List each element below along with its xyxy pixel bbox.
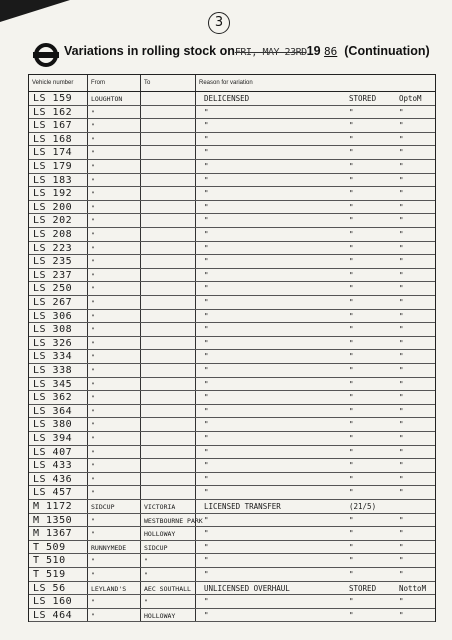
table-row	[29, 133, 435, 147]
reason-note-cell: "	[349, 434, 354, 443]
variations-table	[28, 74, 436, 622]
vehicle-number: LS 345	[33, 378, 73, 390]
reason-note-cell: "	[349, 542, 354, 552]
table-row	[29, 378, 435, 392]
reason-extra-cell: "	[399, 284, 404, 294]
vehicle-number: LS 162	[33, 106, 73, 118]
reason-extra-cell: "	[399, 230, 404, 239]
table-row	[29, 242, 435, 256]
table-row	[29, 364, 435, 378]
reason-note-cell: "	[349, 230, 354, 239]
reason-extra-cell: "	[399, 175, 404, 185]
reason-note-cell: "	[349, 447, 354, 457]
vehicle-number: T 519	[33, 569, 66, 580]
reason-extra-cell: "	[399, 447, 404, 457]
table-row	[29, 160, 435, 174]
vehicle-number: LS 380	[33, 419, 73, 431]
reason-cell: "	[204, 597, 209, 607]
reason-extra-cell: "	[399, 366, 404, 375]
reason-note-cell: "	[349, 243, 354, 253]
from-cell: "	[91, 530, 95, 539]
title-year-prefix: 19	[306, 44, 321, 58]
reason-cell: "	[204, 230, 209, 239]
from-cell: "	[91, 598, 95, 607]
from-cell: "	[91, 108, 95, 117]
title-year: 86	[324, 45, 338, 58]
vehicle-number: LS 183	[33, 174, 73, 186]
vehicle-number: LS 306	[33, 310, 73, 322]
reason-cell: "	[204, 257, 209, 267]
from-cell: "	[91, 462, 95, 471]
reason-cell: "	[204, 107, 209, 117]
table-row	[29, 582, 435, 596]
vehicle-number: LS 235	[33, 256, 73, 268]
table-row	[29, 92, 435, 106]
roundel-icon	[33, 42, 59, 68]
reason-extra-cell: "	[399, 243, 404, 253]
vehicle-number: LS 159	[33, 93, 73, 104]
title-date: FRI, MAY 23RD	[234, 47, 307, 58]
vehicle-number: LS 407	[33, 446, 73, 458]
vehicle-number: LS 167	[33, 120, 73, 132]
to-cell: HOLLOWAY	[144, 611, 176, 620]
reason-extra-cell: "	[399, 556, 404, 566]
reason-cell: "	[204, 121, 209, 131]
reason-note-cell: STORED	[349, 583, 377, 593]
title-suffix: (Continuation)	[344, 44, 430, 58]
reason-note-cell: "	[349, 610, 354, 620]
from-cell: "	[91, 258, 95, 267]
reason-cell: "	[204, 610, 209, 620]
vehicle-number: LS 433	[33, 460, 73, 472]
reason-cell: "	[204, 570, 209, 579]
reason-cell: LICENSED TRANSFER	[204, 502, 281, 511]
reason-cell: "	[204, 134, 209, 144]
table-row	[29, 541, 435, 555]
vehicle-number: LS 192	[33, 188, 73, 200]
reason-cell: "	[204, 529, 209, 539]
reason-extra-cell: "	[399, 610, 404, 620]
from-cell: "	[91, 394, 95, 403]
reason-cell: "	[204, 352, 209, 362]
reason-cell: "	[204, 434, 209, 443]
table-row	[29, 405, 435, 419]
reason-extra-cell: "	[399, 420, 404, 430]
reason-cell: "	[204, 216, 209, 226]
reason-note-cell: "	[349, 189, 354, 199]
vehicle-number: LS 394	[33, 433, 73, 444]
to-cell: WESTBOURNE PARK	[144, 516, 203, 525]
reason-extra-cell: "	[399, 434, 404, 443]
vehicle-number: LS 364	[33, 405, 73, 417]
table-row	[29, 228, 435, 242]
table-row	[29, 323, 435, 337]
reason-cell: "	[204, 393, 209, 403]
table-row	[29, 296, 435, 310]
vehicle-number: LS 267	[33, 297, 73, 308]
from-cell: RUNNYMEDE	[91, 543, 127, 552]
reason-note-cell: (21/5)	[349, 502, 377, 511]
from-cell: "	[91, 217, 95, 226]
table-row	[29, 568, 435, 582]
reason-note-cell: "	[349, 257, 354, 267]
reason-cell: "	[204, 488, 209, 498]
reason-note-cell: "	[349, 216, 354, 226]
vehicle-number: LS 168	[33, 133, 73, 145]
table-row	[29, 459, 435, 473]
vehicle-number: LS 457	[33, 487, 73, 499]
reason-extra-cell: "	[399, 597, 404, 607]
reason-cell: DELICENSED	[204, 94, 250, 103]
reason-cell: "	[204, 542, 209, 552]
from-cell: "	[91, 231, 95, 239]
reason-note-cell: "	[349, 352, 354, 362]
vehicle-number: LS 250	[33, 283, 73, 295]
reason-extra-cell: "	[399, 325, 404, 335]
reason-cell: "	[204, 311, 209, 321]
reason-extra-cell: "	[399, 393, 404, 403]
table-row	[29, 432, 435, 446]
vehicle-number: LS 179	[33, 161, 73, 172]
reason-extra-cell: "	[399, 148, 404, 158]
reason-cell: "	[204, 298, 209, 307]
vehicle-number: M 1367	[33, 528, 73, 540]
reason-note-cell: "	[349, 107, 354, 117]
vehicle-number: LS 334	[33, 351, 73, 363]
reason-cell: "	[204, 556, 209, 566]
from-cell: "	[91, 611, 95, 620]
vehicle-number: LS 338	[33, 365, 73, 376]
vehicle-number: LS 237	[33, 269, 73, 281]
table-row	[29, 310, 435, 324]
reason-note-cell: "	[349, 338, 354, 348]
reason-cell: "	[204, 175, 209, 185]
from-cell: "	[91, 135, 95, 144]
table-row	[29, 595, 435, 609]
reason-extra-cell: "	[399, 134, 404, 144]
from-cell: "	[91, 271, 95, 280]
reason-extra-cell: "	[399, 352, 404, 362]
reason-cell: "	[204, 189, 209, 199]
reason-extra-cell: "	[399, 311, 404, 321]
reason-cell: "	[204, 148, 209, 158]
reason-cell: "	[204, 474, 209, 484]
table-row	[29, 201, 435, 215]
from-cell: "	[91, 380, 95, 389]
from-cell: "	[91, 122, 95, 131]
reason-cell: "	[204, 447, 209, 457]
reason-extra-cell: "	[399, 298, 404, 307]
reason-cell: "	[204, 270, 209, 280]
vehicle-number: M 1172	[33, 501, 73, 512]
reason-extra-cell: "	[399, 162, 404, 171]
reason-cell: "	[204, 366, 209, 375]
from-cell: "	[91, 435, 95, 443]
reason-note-cell: "	[349, 148, 354, 158]
reason-note-cell: "	[349, 474, 354, 484]
from-cell: "	[91, 339, 95, 348]
vehicle-number: M 1350	[33, 514, 73, 526]
reason-extra-cell: "	[399, 542, 404, 552]
header-to: To	[144, 80, 151, 86]
vehicle-number: LS 200	[33, 201, 73, 213]
reason-note-cell: "	[349, 298, 354, 307]
table-row	[29, 119, 435, 133]
table-row	[29, 337, 435, 351]
page-title	[64, 44, 444, 58]
reason-extra-cell: "	[399, 529, 404, 539]
reason-extra-cell: "	[399, 216, 404, 226]
reason-cell: "	[204, 338, 209, 348]
reason-extra-cell: "	[399, 107, 404, 117]
from-cell: "	[91, 203, 95, 212]
reason-note-cell: "	[349, 488, 354, 498]
to-cell: HOLLOWAY	[144, 530, 176, 539]
from-cell: "	[91, 353, 95, 362]
reason-extra-cell: "	[399, 515, 404, 525]
table-row	[29, 527, 435, 541]
table-row	[29, 350, 435, 364]
table-row	[29, 282, 435, 296]
reason-cell: UNLICENSED OVERHAUL	[204, 583, 290, 593]
header-from: From	[91, 80, 105, 86]
vehicle-number: LS 56	[33, 582, 66, 594]
table-row	[29, 418, 435, 432]
reason-cell: "	[204, 243, 209, 253]
reason-note-cell: "	[349, 570, 354, 579]
vehicle-number: LS 436	[33, 473, 73, 485]
reason-extra-cell: "	[399, 461, 404, 471]
from-cell: "	[91, 475, 95, 484]
reason-extra-cell: "	[399, 379, 404, 389]
vehicle-number: LS 160	[33, 596, 73, 608]
reason-note-cell: STORED	[349, 94, 377, 103]
reason-note-cell: "	[349, 121, 354, 131]
table-row	[29, 500, 435, 514]
scan-corner	[0, 0, 70, 22]
table-row	[29, 146, 435, 160]
header-vehicle: Vehicle number	[32, 80, 74, 86]
reason-cell: "	[204, 202, 209, 212]
reason-cell: "	[204, 325, 209, 335]
table-row	[29, 446, 435, 460]
table-row	[29, 486, 435, 500]
vehicle-number: LS 362	[33, 392, 73, 404]
from-cell: "	[91, 448, 95, 457]
reason-cell: "	[204, 379, 209, 389]
reason-note-cell: "	[349, 134, 354, 144]
vehicle-number: LS 174	[33, 147, 73, 159]
to-cell: "	[144, 598, 148, 607]
table-row	[29, 106, 435, 120]
vehicle-number: LS 202	[33, 215, 73, 227]
reason-note-cell: "	[349, 270, 354, 280]
from-cell: "	[91, 407, 95, 416]
reason-note-cell: "	[349, 175, 354, 185]
reason-extra-cell: "	[399, 338, 404, 348]
from-cell: "	[91, 312, 95, 321]
reason-note-cell: "	[349, 393, 354, 403]
reason-note-cell: "	[349, 379, 354, 389]
to-cell: VICTORIA	[144, 503, 176, 511]
from-cell: "	[91, 149, 95, 158]
vehicle-number: LS 326	[33, 337, 73, 349]
table-row	[29, 391, 435, 405]
from-cell: "	[91, 244, 95, 253]
reason-cell: "	[204, 162, 209, 171]
reason-extra-cell: "	[399, 488, 404, 498]
to-cell: SIDCUP	[144, 543, 168, 552]
reason-note-cell: "	[349, 284, 354, 294]
reason-cell: "	[204, 406, 209, 416]
table-row	[29, 514, 435, 528]
reason-cell: "	[204, 515, 209, 525]
from-cell: "	[91, 176, 95, 185]
vehicle-number: LS 223	[33, 242, 73, 254]
reason-note-cell: "	[349, 311, 354, 321]
reason-note-cell: "	[349, 420, 354, 430]
table-header	[29, 75, 435, 92]
from-cell: "	[91, 299, 95, 307]
reason-note-cell: "	[349, 556, 354, 566]
vehicle-number: LS 308	[33, 324, 73, 336]
reason-extra-cell: "	[399, 570, 404, 579]
table-row	[29, 214, 435, 228]
table-row	[29, 554, 435, 568]
to-cell: "	[144, 557, 148, 566]
from-cell: "	[91, 163, 95, 171]
reason-extra-cell: "	[399, 270, 404, 280]
reason-note-cell: "	[349, 366, 354, 375]
page-number: 3	[208, 12, 230, 34]
reason-cell: "	[204, 461, 209, 471]
vehicle-number: LS 464	[33, 609, 73, 621]
table-row	[29, 609, 435, 623]
reason-note-cell: "	[349, 529, 354, 539]
from-cell: LOUGHTON	[91, 95, 123, 103]
from-cell: SIDCUP	[91, 503, 115, 511]
reason-note-cell: "	[349, 406, 354, 416]
reason-cell: "	[204, 420, 209, 430]
from-cell: "	[91, 557, 95, 566]
from-cell: "	[91, 489, 95, 498]
reason-note-cell: "	[349, 202, 354, 212]
table-row	[29, 269, 435, 283]
reason-note-cell: "	[349, 461, 354, 471]
header-reason: Reason for variation	[199, 80, 253, 86]
reason-note-cell: "	[349, 162, 354, 171]
reason-extra-cell: "	[399, 121, 404, 131]
reason-note-cell: "	[349, 515, 354, 525]
reason-extra-cell: "	[399, 406, 404, 416]
table-row	[29, 174, 435, 188]
table-row	[29, 255, 435, 269]
reason-extra-cell: OptoM	[399, 94, 422, 103]
table-row	[29, 187, 435, 201]
title-prefix: Variations in rolling stock on	[64, 44, 235, 58]
from-cell: "	[91, 367, 95, 375]
reason-extra-cell: "	[399, 189, 404, 199]
reason-extra-cell: NottoM	[399, 583, 427, 593]
vehicle-number: T 509	[33, 541, 66, 553]
from-cell: "	[91, 285, 95, 294]
from-cell: "	[91, 190, 95, 199]
table-row	[29, 473, 435, 487]
reason-extra-cell: "	[399, 474, 404, 484]
vehicle-number: T 510	[33, 555, 66, 567]
reason-note-cell: "	[349, 325, 354, 335]
reason-note-cell: "	[349, 597, 354, 607]
from-cell: LEYLAND'S	[91, 584, 127, 593]
from-cell: "	[91, 571, 95, 579]
from-cell: "	[91, 421, 95, 430]
vehicle-number: LS 208	[33, 229, 73, 240]
reason-cell: "	[204, 284, 209, 294]
to-cell: AEC SOUTHALL	[144, 584, 191, 593]
from-cell: "	[91, 516, 95, 525]
reason-extra-cell: "	[399, 257, 404, 267]
from-cell: "	[91, 326, 95, 335]
reason-extra-cell: "	[399, 202, 404, 212]
to-cell: "	[144, 571, 148, 579]
